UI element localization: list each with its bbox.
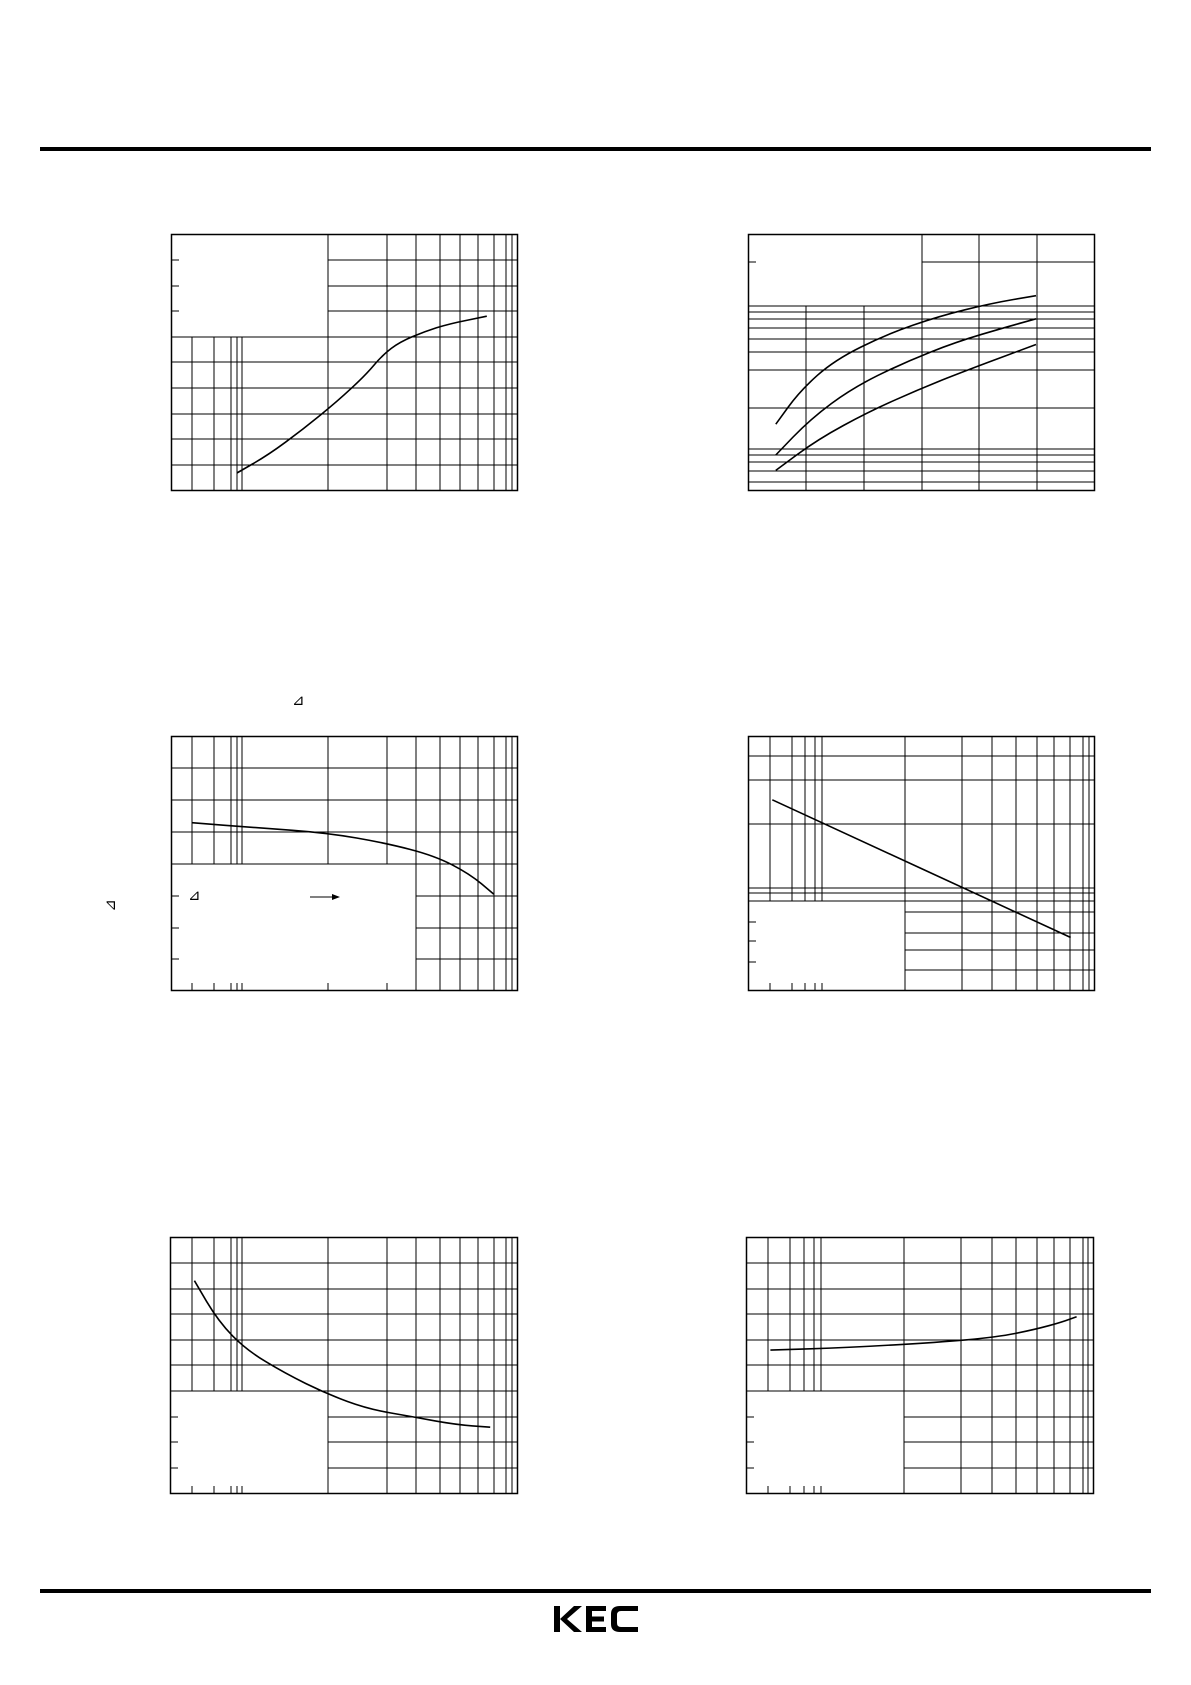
chart-3	[171, 736, 518, 991]
chart-2-svg	[748, 234, 1095, 491]
chart-4	[748, 736, 1095, 991]
chart-1	[171, 234, 518, 491]
chart-4-svg	[748, 736, 1095, 991]
chart-3-svg	[171, 736, 518, 991]
chart-5-svg	[170, 1237, 518, 1494]
right-arrow-icon	[310, 893, 340, 901]
header-rule	[40, 147, 1151, 151]
chart-2	[748, 234, 1095, 491]
kec-logo	[554, 1604, 639, 1634]
chart-1-svg	[171, 234, 518, 491]
chart-6-svg	[746, 1237, 1094, 1494]
kec-logo-mark	[554, 1604, 639, 1634]
delta-mark-3: ⊿	[100, 899, 119, 912]
delta-mark-1: ⊿	[292, 691, 305, 709]
footer-rule	[40, 1589, 1151, 1593]
chart-5	[170, 1237, 518, 1494]
chart-6	[746, 1237, 1094, 1494]
delta-mark-2: ⊿	[188, 886, 201, 904]
chart-4-frame	[749, 737, 1095, 991]
